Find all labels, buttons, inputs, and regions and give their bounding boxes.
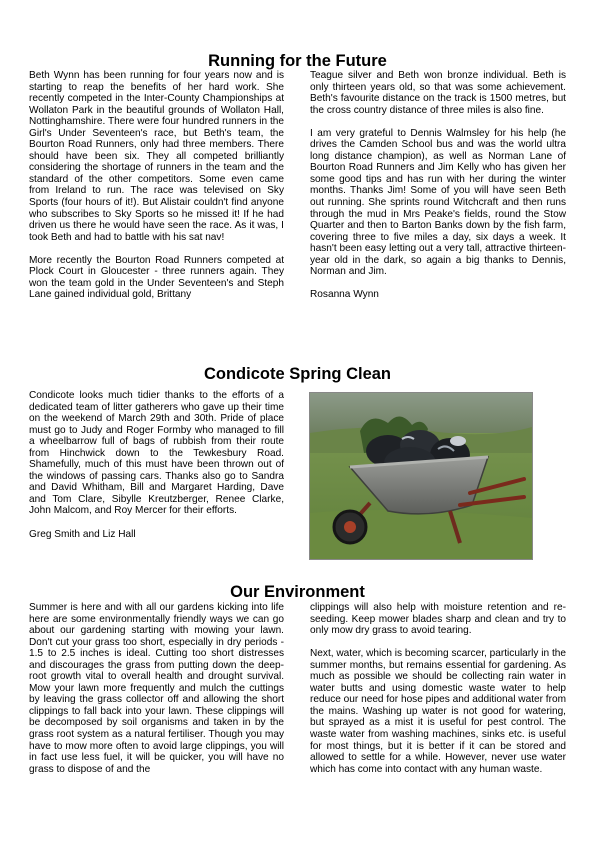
environment-section-title-wrap [0,582,595,602]
wheelbarrow-image [310,393,532,559]
environment-column-2 [310,602,566,775]
spring-section-title-wrap [0,364,595,384]
spring-paragraph: Condicote looks much tidier thanks to the efforts of a dedicated team of litter gatherers who gave up their time on the weekend of March 29th and 30th. Pride of place must go to Judy and Roger Formby who managed to fill a wheelbarrow full of bags of rubbish from their route from Hinchwick down to the Tewkesbury Road. Shamefully, much of this must have been thrown out of the windows of passing cars. Thanks also go to Sandra and David Whitham, Bill and Margaret Harding, Dave and Tom Clare, Sibylle Kreutzberger, Renee Clarke, John Malcom, and Roy Mercer for their efforts. [29,390,284,517]
running-author: Rosanna Wynn [310,289,379,301]
running-paragraph: I am very grateful to Dennis Walmsley for his help (he drives the Camden School bus and was the world ultra long distance champion), as well as Norman Lane of Bourton Road Runners and Jim Kelly who has given her some good tips and has run with her during the winter months. Thanks Jim! Some of you will have seen Beth out running. She sprints round Witchcraft and then runs through the mud in Mrs Peake's fields, round the Stow Quarter and then to Barton Banks down by the fish farm, covering three to five miles a day, six days a week. It hasn't been easy letting out a very tall, attractive thirteen-year old in the dark, so again a big thanks to Dennis, Norman and Jim. [310,127,566,278]
running-column-2 [310,70,566,301]
running-paragraph: More recently the Bourton Road Runners competed at Plock Court in Gloucester - three runners again. They won the team gold in the Under Seventeen's and Steph Lane gained individual gold, Brittany [29,254,284,301]
running-section-title-wrap [0,51,595,71]
wheelbarrow-photo [309,392,533,560]
running-paragraph: Beth Wynn has been running for four years now and is starting to reap the benefits of her hard work. She recently competed in the Inter-County Championships at Wollaton Park in the beautiful grounds of Wollaton Hall, Nottinghamshire. There were four hundred runners in the Girl's Under Seventeen's race, but Beth's team, the Bourton Road Runners, only had three members. There should have been six. They all competed brilliantly considering the shortage of runners in the team and the standard of the other competitors. Some even came from Ireland to run. The race was televised on Sky Sports (four hours of it!). But Alistair couldn't find anyone who subscribes to Sky Sports so he missed it! If he had driven us there he would have seen the race. As it was, I took Beth and had to battle with his sat nav! [29,70,284,243]
environment-paragraph: Summer is here and with all our gardens kicking into life here are some environmentally friendly ways we can go about our gardening starting with mowing your lawn. Don't cut your grass too short, especially in dry periods - 1.5 to 2.5 inches is ideal. Cutting too short distresses and discourages the grass from putting down the deep-root growth vital to overall health and drought survival. Mow your lawn more frequently and mulch the cuttings by leaving the grass collector off and allowing the short clippings to fall back into your lawn. These clippings will be decomposed by soil organisms and taken in by the grass root system as a natural fertiliser. Though you may have to mow more often to avoid large clippings, you will in fact use less fuel, it will be quicker, you will have no grass to dispose of and the [29,602,284,775]
running-section-title: Running for the Future [208,52,387,70]
spring-author: Greg Smith and Liz Hall [29,528,136,540]
environment-column-1 [29,602,284,775]
spring-section-title: Condicote Spring Clean [203,365,391,383]
environment-section-title: Our Environment [230,583,365,601]
environment-paragraph: clippings will also help with moisture retention and re-seeding. Keep mower blades sharp and clean and try to only mow dry grass to avoid tearing. [310,602,566,637]
running-paragraph: Teague silver and Beth won bronze individual. Beth is only thirteen years old, so that was some achievement. Beth's favourite distance on the track is 1500 metres, but the cross country distance of three miles is also fine. [310,70,566,116]
spring-column-1 [29,390,284,540]
running-column-1 [29,70,284,301]
environment-paragraph: Next, water, which is becoming scarcer, particularly in the summer months, but remains essential for gardening. As much as possible we should be collecting rain water in water butts and using domestic waste water to help reduce our need for hose pipes and additional water from the mains. Washing up water is not good for watering, but sprayed as a mist it is useful for pest control. The waste water from washing machines, sinks etc. is useful for most things, but it is better if it can be stored and allowed to settle for a while. However, never use water which has come into contact with any human waste. [310,648,566,775]
